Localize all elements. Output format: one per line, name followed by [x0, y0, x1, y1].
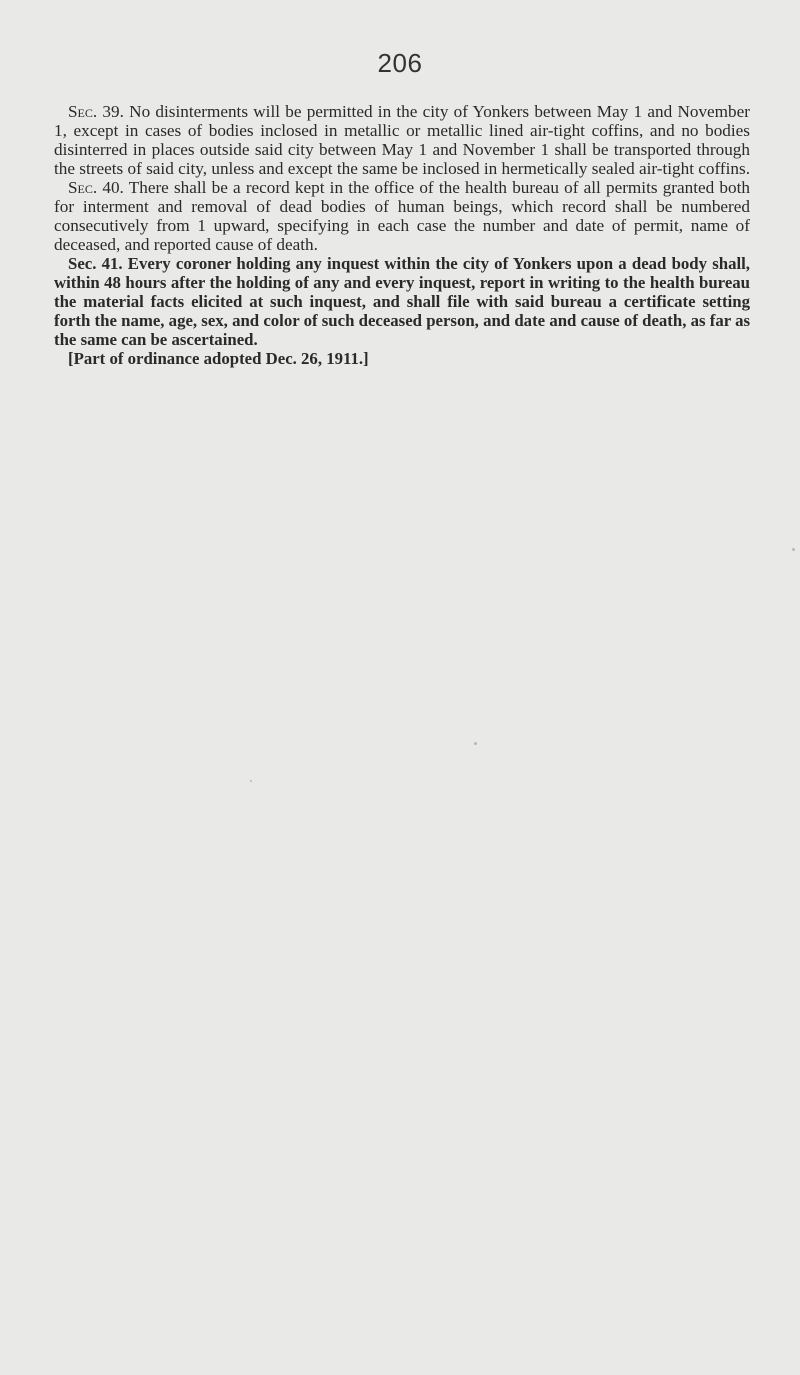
section-text: Every coroner holding any inquest within the city of Yonkers upon a dead body shall, within 48 hours after the holding of any and every inquest, report in writing to the health bureau the material facts elicited at such inquest, and shall file with said bureau a certificate setting forth the name, age, sex, and color of such deceased person, and date and cause of death, as far as the same can be ascertained.: [54, 254, 750, 349]
scan-speck: [474, 742, 477, 745]
section-label: Sec. 39.: [68, 102, 124, 121]
section-41: [54, 254, 750, 349]
document-body: [54, 102, 750, 368]
section-text: No disinterments will be permitted in the city of Yonkers between May 1 and November 1, except in cases of bodies inclosed in metallic or metallic lined air-tight coffins, and no bodies disinterred in places outside said city between May 1 and November 1 shall be transported through the streets of said city, unless and except the same be inclosed in hermetically sealed air-tight coffins.: [54, 102, 751, 178]
section-label: Sec. 41.: [68, 254, 123, 273]
scan-speck: [792, 548, 795, 551]
scan-speck: [250, 780, 252, 782]
section-40: [54, 178, 750, 254]
section-39: [54, 102, 750, 178]
section-text: There shall be a record kept in the office of the health bureau of all permits granted both for interment and removal of dead bodies of human beings, which record shall be numbered consecutively from 1 upward, specifying in each case the number and date of permit, name of deceased, and reported cause of death.: [54, 178, 750, 254]
ordinance-note: [Part of ordinance adopted Dec. 26, 1911.]: [68, 349, 369, 368]
page-number: 206: [377, 48, 423, 78]
section-label: Sec. 40.: [68, 178, 124, 197]
